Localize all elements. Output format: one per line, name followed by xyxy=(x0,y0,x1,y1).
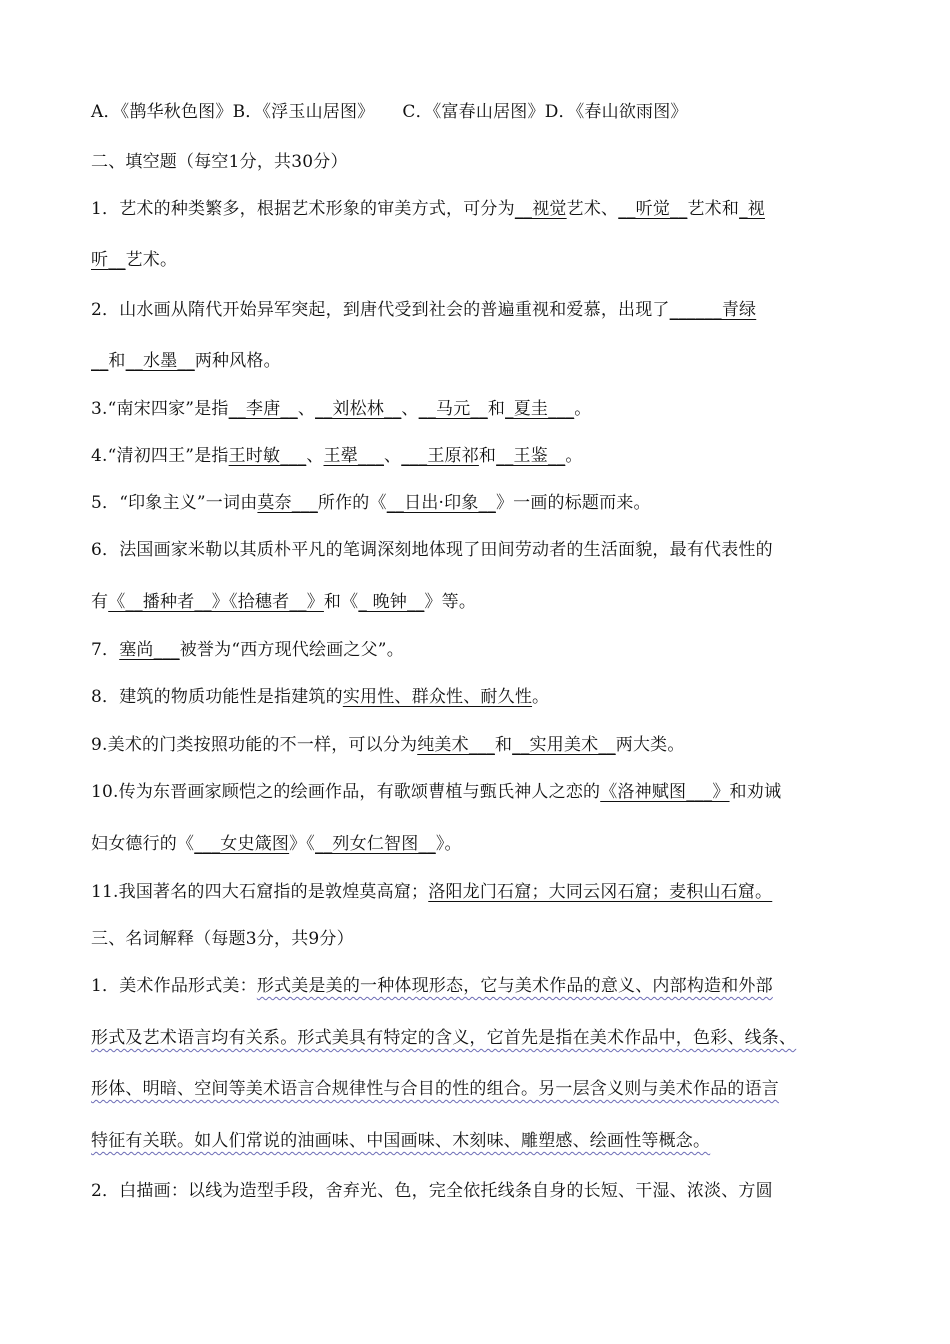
question-text: 艺术。 xyxy=(125,250,178,270)
question-text: 和《 xyxy=(323,592,359,612)
term-2-line-1: 2．白描画：以线为造型手段，舍弃光、色，完全依托线条自身的长短、干湿、浓淡、方圆 xyxy=(91,1181,773,1201)
question-3 xyxy=(91,397,591,421)
question-text: 和 xyxy=(487,399,506,419)
question-text: 被誉为“西方现代绘画之父”。 xyxy=(179,640,404,660)
answer-blank: ___女史箴图 xyxy=(194,834,290,854)
question-7 xyxy=(91,638,404,662)
question-text: 、 xyxy=(297,399,316,419)
question-text: 、 xyxy=(401,399,419,419)
question-text: 妇女德行的《 xyxy=(91,834,195,854)
question-10-line-2 xyxy=(91,832,462,856)
term-1-line-2: 形式及艺术语言均有关系。形式美具有特定的含义，它首先是指在美术作品中，色彩、线条、 xyxy=(91,1028,797,1048)
question-text: 两种风格。 xyxy=(194,351,281,371)
question-text: 》一画的标题而来。 xyxy=(495,493,651,513)
answer-blank: __刘松林__ xyxy=(315,399,402,419)
question-2-line-1 xyxy=(91,298,756,322)
answer-blank: _夏圭___ xyxy=(505,399,575,419)
question-text: 5．“印象主义”一词由 xyxy=(91,493,258,513)
term-1-line-3: 形体、明暗、空间等美术语言合规律性与合目的性的组合。另一层含义则与美术作品的语言 xyxy=(91,1079,779,1099)
question-text: 2．山水画从隋代开始异军突起，到唐代受到社会的普遍重视和爱慕，出现了 xyxy=(91,300,670,320)
section-heading-fill-blank: 二、填空题（每空1分，共30分） xyxy=(91,152,348,172)
question-text: 。 xyxy=(574,399,592,419)
question-6-line-1: 6．法国画家米勒以其质朴平凡的笔调深刻地体现了田间劳动者的生活面貌，最有代表性的 xyxy=(91,540,773,560)
answer-blank: _ 晚钟__ xyxy=(358,592,425,612)
question-text: 、 xyxy=(384,446,402,466)
question-text: 8．建筑的物质功能性是指建筑的 xyxy=(91,687,343,707)
answer-blank: ______青绿 xyxy=(669,300,757,320)
answer-blank: __视觉 xyxy=(514,199,567,219)
answer-blank: 听 xyxy=(91,250,109,270)
section-heading-term-explanation: 三、名词解释（每题3分，共9分） xyxy=(91,929,354,949)
answer-blank: 《洛神赋图___》 xyxy=(600,782,730,802)
question-text: 4.“清初四王”是指 xyxy=(91,446,229,466)
question-text: 和 xyxy=(494,735,513,755)
term-1-text xyxy=(91,976,773,996)
question-text: 艺术、 xyxy=(566,199,619,219)
answer-blank: __实用美术__ xyxy=(512,735,616,755)
question-9 xyxy=(91,733,685,757)
question-1-line-1 xyxy=(91,197,765,221)
question-11 xyxy=(91,880,772,904)
question-6-line-2 xyxy=(91,590,476,614)
answer-blank: __ xyxy=(91,351,109,371)
answer-blank: __李唐__ xyxy=(228,399,298,419)
term-1-label: 1．美术作品形式美： xyxy=(91,976,257,996)
answer-blank: ___王原祁 xyxy=(401,446,479,466)
question-text: 1．艺术的种类繁多，根据艺术形象的审美方式，可分为 xyxy=(91,199,515,219)
question-text: 和劝诫 xyxy=(729,782,782,802)
question-text: 艺术和 xyxy=(687,199,740,219)
question-10-line-1 xyxy=(91,780,781,804)
question-1-line-2 xyxy=(91,248,177,272)
question-5 xyxy=(91,491,651,515)
answer-blank: __听觉__ xyxy=(618,199,688,219)
question-text: 10.传为东晋画家顾恺之的绘画作品，有歌颂曹植与甄氏神人之恋的 xyxy=(91,782,601,802)
answer-blank: 王翚___ xyxy=(323,446,385,466)
question-text: 、 xyxy=(306,446,324,466)
question-text: 》《 xyxy=(289,834,316,854)
question-text: 有 xyxy=(91,592,109,612)
term-1-definition: 形式美是美的一种体现形态，它与美术作品的意义、内部构造和外部 xyxy=(256,976,773,996)
answer-blank: __ xyxy=(108,250,126,270)
answer-blank: __日出·印象__ xyxy=(386,493,496,513)
answer-blank: 实用性、群众性、耐久性 xyxy=(342,687,533,707)
question-text: 和 xyxy=(108,351,126,371)
question-text: 。 xyxy=(532,687,550,707)
question-text: 两大类。 xyxy=(615,735,685,755)
answer-blank: 纯美术___ xyxy=(417,735,495,755)
term-1-line-4: 特征有关联。如人们常说的油画味、中国画味、木刻味、雕塑感、绘画性等概念。 xyxy=(91,1131,711,1151)
options-line xyxy=(91,100,688,124)
answer-blank: 《__播种者__》 xyxy=(108,592,230,612)
answer-blank: __马元__ xyxy=(418,399,488,419)
answer-blank: 莫奈___ xyxy=(257,493,318,513)
answer-blank: __王鉴__ xyxy=(496,446,566,466)
question-text: 所作的《 xyxy=(317,493,387,513)
question-text: 》。 xyxy=(435,834,462,854)
answer-blank: __水墨__ xyxy=(125,351,195,371)
answer-blank: 《拾穗者__》 xyxy=(229,592,324,612)
question-text: 》等。 xyxy=(424,592,477,612)
term-1-line-1 xyxy=(91,974,773,998)
question-text: 和 xyxy=(478,446,497,466)
question-text: 。 xyxy=(565,446,583,466)
option-c: C．《富春山居图》 xyxy=(402,102,545,122)
question-text: 11.我国著名的四大石窟指的是敦煌莫高窟； xyxy=(91,882,429,902)
answer-blank: 洛阳龙门石窟；大同云冈石窟；麦积山石窟。 xyxy=(428,882,773,902)
option-a: A．《鹊华秋色图》 xyxy=(91,102,233,122)
answer-blank: 塞尚___ xyxy=(119,640,180,660)
question-4 xyxy=(91,444,583,468)
question-text: 3.“南宋四家”是指 xyxy=(91,399,229,419)
question-8 xyxy=(91,685,549,709)
option-d: D．《春山欲雨图》 xyxy=(544,102,688,122)
option-b: B．《浮玉山居图》 xyxy=(232,102,375,122)
question-text: 7． xyxy=(91,640,120,660)
question-2-line-2 xyxy=(91,349,281,373)
answer-blank: __列女仁智图__ xyxy=(315,834,436,854)
question-text: 9.美术的门类按照功能的不一样，可以分为 xyxy=(91,735,418,755)
answer-blank: 王时敏___ xyxy=(228,446,307,466)
answer-blank: _视 xyxy=(739,199,765,219)
